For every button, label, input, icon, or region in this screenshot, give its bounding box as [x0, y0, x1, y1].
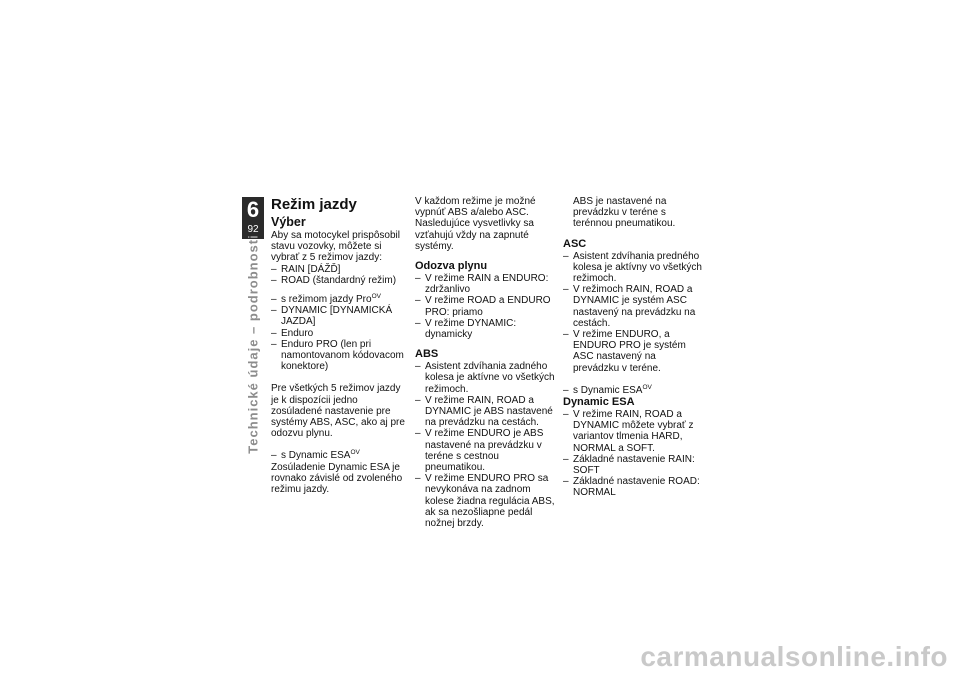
- asc-list: [563, 251, 703, 374]
- list-item: – Základné nastavenie RAIN: SOFT: [563, 454, 703, 476]
- option-badge: OV: [642, 383, 652, 391]
- list-item: – RAIN [DÁŽĎ]: [271, 264, 411, 275]
- section-heading-throttle: Odozva plynu: [415, 260, 488, 273]
- list-item: – Asistent zdvíhania zadného kolesa je aktívne vo všetkých režimoch.: [415, 361, 555, 395]
- list-item: – Základné nastavenie ROAD: NORMAL: [563, 476, 703, 498]
- option-label: – s Dynamic $ESA^{OV}$: [563, 385, 703, 396]
- list-item: – V režime ENDURO, a ENDURO PRO je systém ASC nastavený na prevádzku v teréne.: [563, 329, 703, 374]
- esa-list: [563, 409, 703, 499]
- list-item: – DYNAMIC [DYNAMICKÁ JAZDA]: [271, 305, 411, 327]
- list-item: – V režime DYNAMIC: dynamicky: [415, 318, 555, 340]
- list-item: – V režime RAIN, ROAD a DYNAMIC je ABS nastavené na prevádzku na cestách.: [415, 395, 555, 429]
- mode-list: [271, 264, 411, 286]
- page-title: Režim jazdy: [271, 196, 357, 213]
- section-heading-abs: ABS: [415, 348, 439, 361]
- list-item: – V režime RAIN a ENDURO: zdržanlivo: [415, 273, 555, 295]
- option-pro-line: [271, 294, 411, 372]
- paragraph: Pre všetkých 5 režimov jazdy je k dispozícii jedno zosúladené nastavenie pre systémy ABS, ASC, ako aj pre odozvu plynu.: [271, 383, 405, 440]
- option-esa-line: [271, 450, 411, 461]
- option-label: – s Dynamic $ESA^{OV}$: [271, 450, 411, 461]
- option-esa-line: [563, 385, 703, 396]
- column-2: [415, 196, 555, 529]
- page-number: 92: [247, 224, 259, 235]
- list-item: – Enduro: [271, 328, 411, 339]
- chapter-number: 6: [246, 197, 260, 222]
- watermark: carmanualsonline.info: [640, 641, 948, 672]
- side-chapter-title: Technické údaje – podrobnosti: [245, 234, 261, 454]
- column-3: [563, 196, 703, 499]
- list-item: – V režimoch RAIN, ROAD a DYNAMIC je systém ASC nastavený na prevádzku na cestách.: [563, 284, 703, 329]
- list-item: – V režime ENDURO je ABS nastavené na prevádzku v teréne s cestnou pneumatikou.: [415, 428, 555, 473]
- list-item: – V režime RAIN, ROAD a DYNAMIC môžete vybrať z variantov tlmenia HARD, NORMAL a SOFT.: [563, 409, 703, 454]
- paragraph: V každom režime je možné vypnúť ABS a/alebo ASC. Nasledujúce vysvetlivky sa vzťahujú vždy na zapnuté systémy.: [415, 196, 536, 252]
- column-1: [271, 196, 411, 495]
- list-item: – Enduro PRO (len pri namontovanom kódovacom konektore): [271, 339, 411, 373]
- option-label: – s režimom jazdy Pro$^{OV}$: [271, 294, 411, 305]
- section-heading-asc: ASC: [563, 237, 587, 250]
- paragraph-continued: ABS je nastavené na prevádzku v teréne s terénnou pneumatikou.: [573, 196, 676, 230]
- intro-text: Aby sa motocykel prispôsobil stavu vozovky, môžete si vybrať z 5 režimov jazdy:: [271, 230, 400, 264]
- option-badge: OV: [371, 293, 381, 301]
- list-item: – ROAD (štandardný režim): [271, 275, 411, 286]
- throttle-list: [415, 273, 555, 340]
- list-item: – Asistent zdvíhania predného kolesa je aktívny vo všetkých režimoch.: [563, 251, 703, 285]
- option-badge: OV: [350, 449, 360, 457]
- chapter-tab: [242, 197, 264, 239]
- abs-list: [415, 361, 555, 529]
- list-item: – V režime ROAD a ENDURO PRO: priamo: [415, 295, 555, 317]
- list-item: – V režime ENDURO PRO sa nevykonáva na zadnom kolese žiadna regulácia ABS, ak sa nezošliapne pedál nožnej brzdy.: [415, 473, 555, 529]
- section-heading-dynamic-esa: Dynamic ESA: [563, 396, 635, 409]
- section-heading-vyber: Výber: [271, 215, 306, 229]
- paragraph: Zosúladenie Dynamic ESA je rovnako závislé od zvoleného režimu jazdy.: [271, 461, 403, 496]
